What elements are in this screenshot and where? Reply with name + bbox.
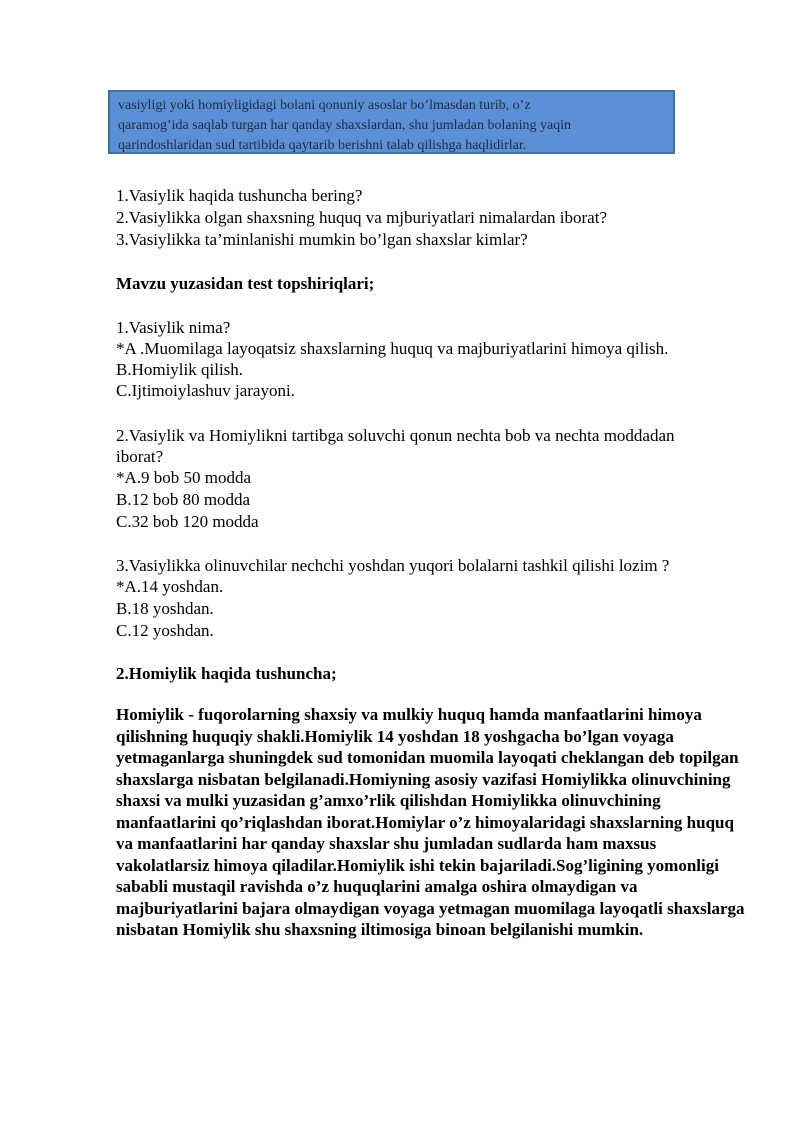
test1-question: 1.Vasiylik nima?: [116, 318, 231, 337]
test1-option-b: B.Homiylik qilish.: [116, 360, 244, 379]
question-1: 1.Vasiylik haqida tushuncha bering?: [116, 186, 363, 205]
test3-option-a: *A.14 yoshdan.: [116, 577, 224, 596]
test-heading: Mavzu yuzasidan test topshiriqlari;: [116, 274, 375, 293]
section2-heading: 2.Homiylik haqida tushuncha;: [116, 664, 337, 683]
textbox-line: vasiyligi yoki homiyligidagi bolani qonuniy asoslar bo’lmasdan turib, o’z: [118, 98, 531, 113]
question-3: 3.Vasiylikka ta’minlanishi mumkin bo’lgan shaxslar kimlar?: [116, 230, 528, 249]
test2-option-c: C.32 bob 120 modda: [116, 512, 259, 531]
test3-option-c: C.12 yoshdan.: [116, 621, 214, 640]
test2-question-line2: iborat?: [116, 447, 164, 466]
test2-option-a: *A.9 bob 50 modda: [116, 468, 252, 487]
test3-option-b: B.18 yoshdan.: [116, 599, 214, 618]
test3-question: 3.Vasiylikka olinuvchilar nechchi yoshdan yuqori bolalarni tashkil qilishi lozim ?: [116, 556, 670, 575]
test1-option-a: *A .Muomilaga layoqatsiz shaxslarning huquq va majburiyatlarini himoya qilish.: [116, 339, 669, 358]
textbox-line: qaramog’ida saqlab turgan har qanday shaxslardan, shu jumladan bolaning yaqin: [118, 118, 572, 133]
question-2: 2.Vasiylikka olgan shaxsning huquq va mjburiyatlari nimalardan iborat?: [116, 208, 607, 227]
highlighted-text-box: [108, 90, 675, 154]
test2-question-line1: 2.Vasiylik va Homiylikni tartibga soluvchi qonun nechta bob va nechta moddadan: [116, 426, 675, 445]
section2-paragraph: Homiylik - fuqorolarning shaxsiy va mulkiy huquq hamda manfaatlarini himoya qilishning huquqiy shakli.Homiylik 14 yoshdan 18 yoshgacha bo’lgan voyaga yetmaganlarga shuningdek sud tomonidan muomila layoqati cheklangan deb topilgan shaxslarga nisbatan belgilanadi.Homiyning asosiy vazifasi Homiylikka olinuvchining shaxsi va mulki yuzasidan g’amxo’rlik qilishdan Homiylikka olinuvchining manfaatlarini qo’riqlashdan iborat.Homiylar o’z himoyalaridagi shaxslarning huquq va manfaatlarini har qanday shaxslar shu jumladan sudlarda ham maxsus vakolatlarsiz himoya qiladilar.Homiylik ishi tekin bajariladi.Sog’ligining yomonligi sababli mustaqil ravishda o’z huquqlarini amalga oshira olmaydigan va majburiyatlarini bajara olmaydigan voyaga yetmagan muomilaga layoqatli shaxslarga nisbatan Homiylik shu shaxsning iltimosiga binoan belgilanishi mumkin.: [116, 705, 745, 939]
textbox-line: qarindoshlaridan sud tartibida qaytarib berishni talab qilishga haqlidirlar.: [118, 138, 527, 153]
test2-option-b: B.12 bob 80 modda: [116, 490, 251, 509]
test1-option-c: C.Ijtimoiylashuv jarayoni.: [116, 381, 295, 400]
